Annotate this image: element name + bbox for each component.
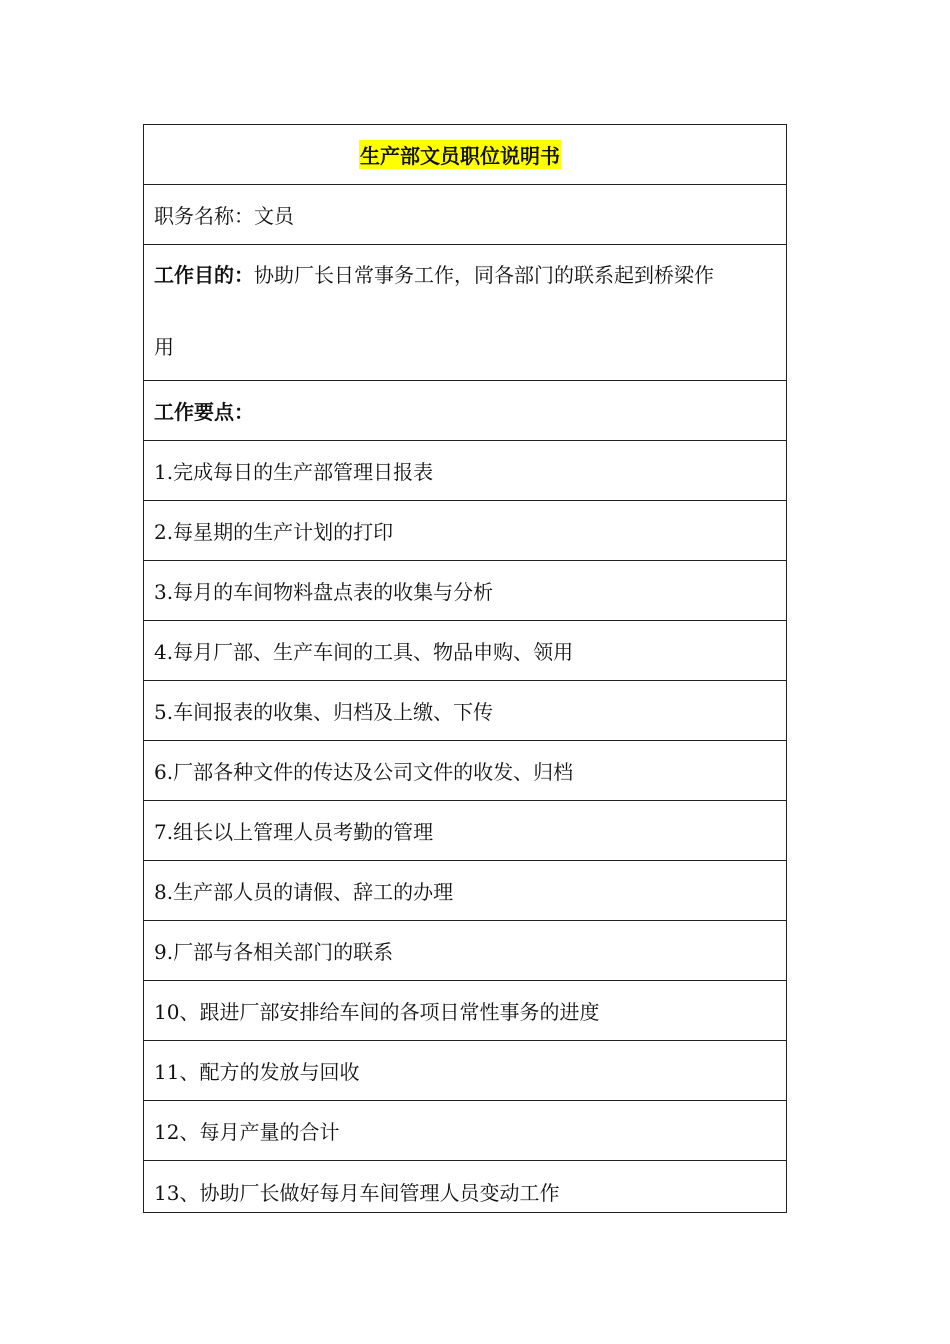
- purpose-row: [144, 245, 786, 381]
- title-row: [144, 125, 786, 185]
- list-item: 3.每月的车间物料盘点表的收集与分析: [144, 561, 786, 621]
- list-item: 4.每月厂部、生产车间的工具、物品申购、领用: [144, 621, 786, 681]
- list-item: 11、配方的发放与回收: [144, 1041, 786, 1101]
- purpose-text-1: 协助厂长日常事务工作，同各部门的联系起到桥梁作: [254, 263, 714, 287]
- position-label: 职务名称：: [154, 204, 254, 228]
- purpose-text-2: 用: [154, 335, 174, 359]
- position-row: [144, 185, 786, 245]
- list-item: 5.车间报表的收集、归档及上缴、下传: [144, 681, 786, 741]
- list-item: 10、跟进厂部安排给车间的各项日常性事务的进度: [144, 981, 786, 1041]
- job-description-table: [143, 124, 787, 1213]
- list-item: 7.组长以上管理人员考勤的管理: [144, 801, 786, 861]
- key-points-label: 工作要点：: [154, 400, 254, 424]
- purpose-line-1: [154, 259, 786, 319]
- list-item: 13、协助厂长做好每月车间管理人员变动工作: [154, 1181, 560, 1205]
- list-item: 9.厂部与各相关部门的联系: [144, 921, 786, 981]
- list-item: 2.每星期的生产计划的打印: [144, 501, 786, 561]
- key-points-header-row: [144, 381, 786, 441]
- purpose-label: 工作目的：: [154, 263, 254, 287]
- document-title: 生产部文员职位说明书: [359, 140, 561, 169]
- position-value: 文员: [254, 204, 294, 228]
- list-item: 8.生产部人员的请假、辞工的办理: [144, 861, 786, 921]
- list-item: 1.完成每日的生产部管理日报表: [144, 441, 786, 501]
- list-item: 12、每月产量的合计: [144, 1101, 786, 1161]
- list-item: 6.厂部各种文件的传达及公司文件的收发、归档: [144, 741, 786, 801]
